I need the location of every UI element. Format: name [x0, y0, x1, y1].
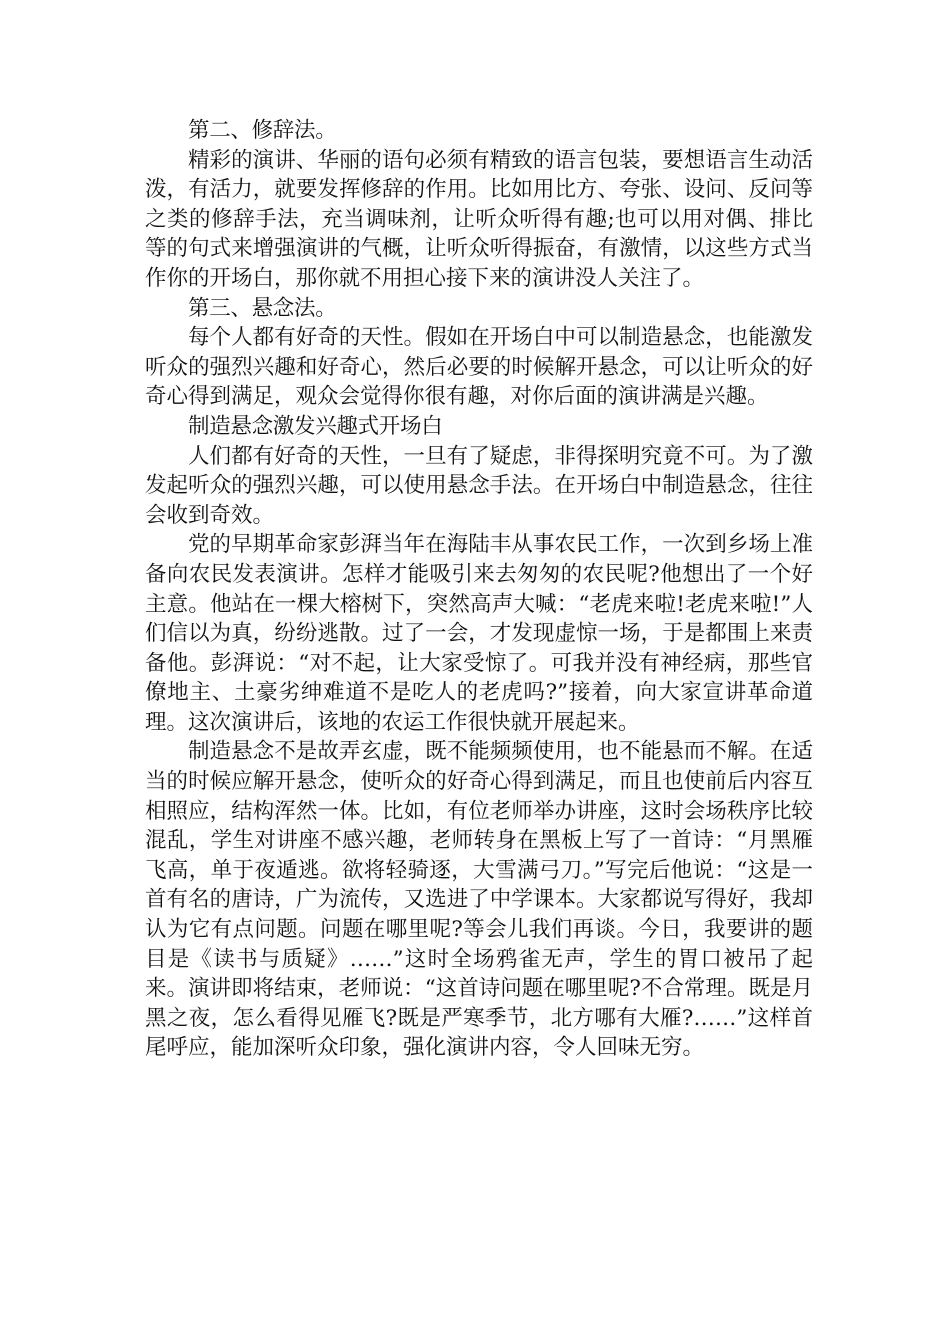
- paragraph-rhetoric: 精彩的演讲、华丽的语句必须有精致的语言包装，要想语言生动活泼，有活力，就要发挥修辞的作用。比如用比方、夸张、设问、反问等之类的修辞手法，充当调味剂，让听众听得有趣;也可以用对偶、排比等的句式来增强演讲的气概，让听众听得振奋，有激情，以这些方式当作你的开场白，那你就不用担心接下来的演讲没人关注了。: [145, 147, 813, 291]
- paragraph-suspense: 每个人都有好奇的天性。假如在开场白中可以制造悬念，也能激发听众的强烈兴趣和好奇心，然后必要的时候解开悬念，可以让听众的好奇心得到满足，观众会觉得你很有趣，对你后面的演讲满是兴趣。: [145, 325, 813, 410]
- document-body: [145, 116, 813, 1063]
- paragraph-pengpai-story: 党的早期革命家彭湃当年在海陆丰从事农民工作，一次到乡场上准备向农民发表演讲。怎样才能吸引来去匆匆的农民呢?他想出了一个好主意。他站在一棵大榕树下，突然高声大喊：“老虎来啦!老虎来啦!”人们信以为真，纷纷逃散。过了一会，才发现虚惊一场，于是都围上来责备他。彭湃说：“对不起，让大家受惊了。可我并没有神经病，那些官僚地主、土豪劣绅难道不是吃人的老虎吗?”接着，向大家宣讲革命道理。这次演讲后，该地的农运工作很快就开展起来。: [145, 532, 813, 735]
- paragraph-curiosity: 人们都有好奇的天性，一旦有了疑虑，非得探明究竟不可。为了激发起听众的强烈兴趣，可以使用悬念手法。在开场白中制造悬念，往往会收到奇效。: [145, 443, 813, 528]
- subheading-suspense-opening: 制造悬念激发兴趣式开场白: [188, 413, 443, 439]
- section-heading-suspense: 第三、悬念法。: [188, 295, 337, 321]
- section-heading-rhetoric: 第二、修辞法。: [188, 118, 337, 143]
- paragraph-teacher-poem-story: 制造悬念不是故弄玄虚，既不能频频使用，也不能悬而不解。在适当的时候应解开悬念，使听众的好奇心得到满足，而且也使前后内容互相照应，结构浑然一体。比如，有位老师举办讲座，这时会场秩序比较混乱，学生对讲座不感兴趣，老师转身在黑板上写了一首诗：“月黑雁飞高，单于夜遁逃。欲将轻骑逐，大雪满弓刀。”写完后他说：“这是一首有名的唐诗，广为流传，又选进了中学课本。大家都说写得好，我却认为它有点问题。问题在哪里呢?等会儿我们再谈。今日，我要讲的题目是《读书与质疑》……”这时全场鸦雀无声，学生的胃口被吊了起来。演讲即将结束，老师说：“这首诗问题在哪里呢?不合常理。既是月黑之夜，怎么看得见雁飞?既是严寒季节，北方哪有大雁?……”这样首尾呼应，能加深听众印象，强化演讲内容，令人回味无穷。: [145, 739, 813, 1061]
